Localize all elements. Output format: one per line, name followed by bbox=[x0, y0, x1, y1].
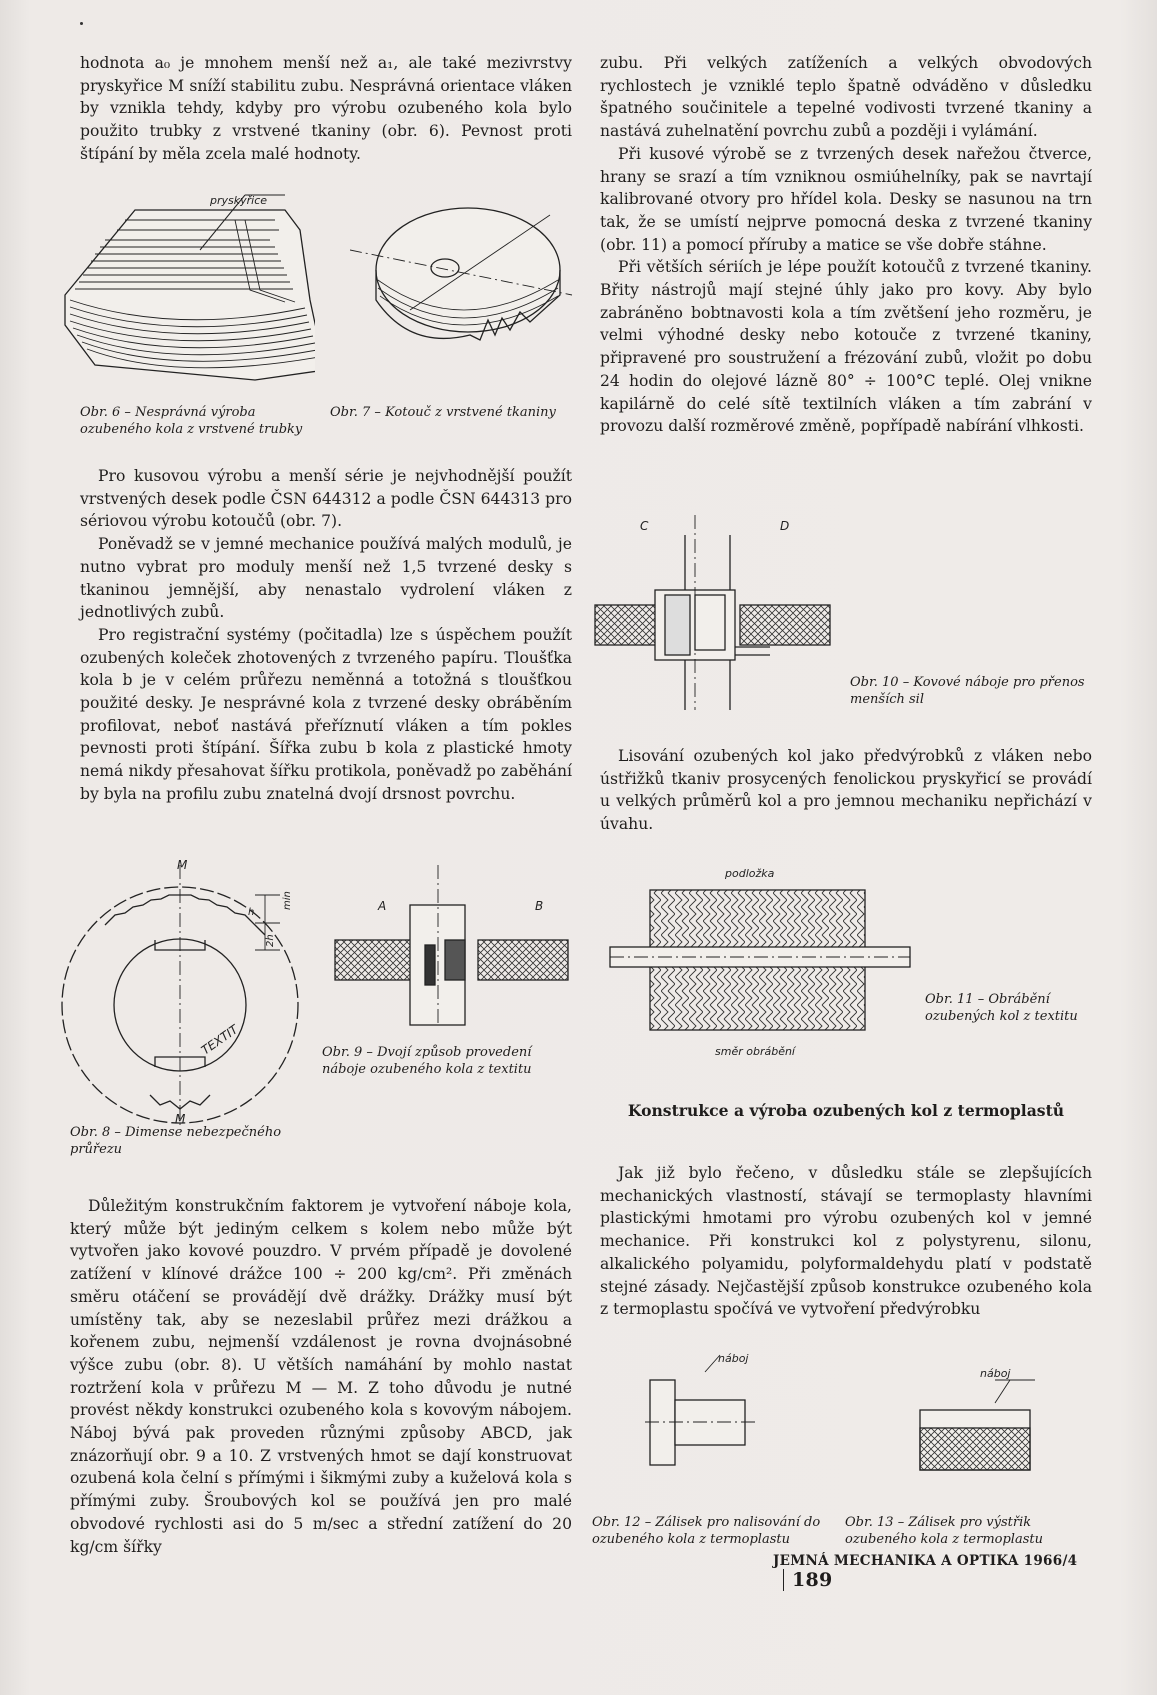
c-label: C bbox=[640, 519, 649, 533]
figure-12-caption: Obr. 12 – Zálisek pro nalisování do ozubeného kola z termoplastu bbox=[592, 1515, 821, 1547]
figure-6-caption: Obr. 6 – Nesprávná výroba ozubeného kola z vrstvené trubky bbox=[80, 405, 303, 437]
figure-6-label: pryskyřice bbox=[210, 194, 268, 207]
figure-13-insert bbox=[910, 1365, 1050, 1485]
footer-divider bbox=[783, 1569, 784, 1591]
paragraph: Pro registrační systémy (počitadla) lze s úspěchem použít ozubených koleček zhotovených z tvrzeného papíru. Tloušťka kola b je v celém průřezu neměnná a totožná s tloušťkou použité desky. Je nesprávné kola z tvrzené desky obráběním profilovat, neboť nastává přeříznutí vláken a tím pokles pevnosti proti štípání. Šířka zubu b kola z plastické hmoty nemá nikdy přesahovat šířku protikola, poněvadž po zaběhání by byla na profilu zubu znatelná dvojí drsnost povrchu. bbox=[80, 625, 572, 803]
figure-8-dangerous-section bbox=[55, 855, 315, 1125]
figure-7-laminated-disc bbox=[350, 200, 580, 390]
figure-10-metal-hubs bbox=[590, 515, 850, 715]
paragraph: Pro kusovou výrobu a menší série je nejvhodnější použít vrstvených desek podle ČSN 644312 a podle ČSN 644313 pro sériovou výrobu kotoučů (obr. 7). bbox=[80, 467, 572, 531]
figure-10-caption: Obr. 10 – Kovové náboje pro přenos menších sil bbox=[850, 675, 1085, 707]
right-paras-1-3 bbox=[600, 52, 1092, 438]
figure-11-machining bbox=[605, 865, 915, 1060]
figure-6-laminated-tube bbox=[55, 190, 315, 395]
left-para-5 bbox=[70, 1195, 572, 1558]
textit-label: TEXTIT bbox=[198, 1022, 241, 1058]
d-label: D bbox=[780, 519, 790, 533]
figure-9-caption: Obr. 9 – Dvojí způsob provedení náboje ozubeného kola z textitu bbox=[322, 1045, 532, 1077]
paragraph: Poněvadž se v jemné mechanice používá malých modulů, je nutno vybrat pro moduly menší než 1,5 tvrzené desky s tkaninou jemnější, aby nenastalo vydrolení vláken z jednotlivých zubů. bbox=[80, 535, 572, 622]
paragraph: zubu. Při velkých zatíženích a velkých obvodových rychlostech je vzniklé teplo špatně odváděno v důsledku špatného součinitele a tepelné vodivosti tvrzené tkaniny a nastává zuhelnatění povrchu zubů a později i vylámání. bbox=[600, 54, 1092, 141]
figure-9-hub-variants bbox=[330, 865, 575, 1035]
section-heading: Konstrukce a výroba ozubených kol z termoplastů bbox=[627, 1101, 1065, 1120]
m-bottom-label: M bbox=[175, 1112, 186, 1125]
naboj-label-12: náboj bbox=[718, 1352, 749, 1365]
journal-name: JEMNÁ MECHANIKA A OPTIKA 1966/4 bbox=[773, 1553, 1078, 1569]
left-paras-2-4 bbox=[80, 465, 572, 806]
a-label: A bbox=[378, 899, 387, 913]
paragraph: Při kusové výrobě se z tvrzených desek nařežou čtverce, hrany se srazí a tím vzniknou osmiúhelníky, pak se navrtají kalibrované otvory pro hřídel kola. Desky se nasunou na trn tak, že se umístí nejprve pomocná deska z tvrzené tkaniny (obr. 11) a pomocí příruby a matice se vše dobře stáhne. bbox=[600, 144, 1092, 254]
figure-8-caption: Obr. 8 – Dimense nebezpečného průřezu bbox=[70, 1125, 282, 1157]
page-footer bbox=[773, 1553, 1083, 1591]
figure-13-caption: Obr. 13 – Zálisek pro výstřik ozubeného kola z termoplastu bbox=[845, 1515, 1043, 1547]
left-para-1 bbox=[80, 52, 572, 166]
podlozka-label: podložka bbox=[725, 867, 775, 880]
b-label: B bbox=[535, 899, 544, 913]
h-label: h bbox=[248, 907, 255, 918]
two-h-label: 2h bbox=[265, 934, 276, 947]
figure-11-caption: Obr. 11 – Obrábění ozubených kol z textitu bbox=[925, 992, 1078, 1024]
paragraph: Důležitým konstrukčním faktorem je vytvoření náboje kola, který může být jediným celkem s kolem nebo může být vytvořen jako kovové pouzdro. V prvém případě je dovolené zatížení v klínové drážce 100 ÷ 200 kg/cm². Při změnách směru otáčení se provádějí dvě drážky. Drážky musí být umístěny tak, aby se nezeslabil průřez mezi drážkou a kořenem zubu, nejmenší vzdálenost je rovna dvojnásobné výšce zubu (obr. 8). U větších namáhání by mohlo nastat roztržení kola v průřezu M — M. Z toho důvodu je nutné provést někdy konstrukci ozubeného kola s kovovým nábojem. Náboj bývá pak proveden různými způsoby ABCD, jak znázorňují obr. 9 a 10. Z vrstvených hmot se dají konstruovat ozubená kola čelní s přímými i šikmými zuby a kuželová kola s přímými zuby. Šroubových kol se používá jen pro malé obvodové rychlosti asi do 5 m/sec a střední zatížení do 20 kg/cm šířky bbox=[70, 1197, 572, 1556]
margin-mark bbox=[80, 22, 83, 25]
direction-label: směr obrábění bbox=[715, 1045, 795, 1058]
right-para-4 bbox=[600, 745, 1092, 836]
paragraph: Jak již bylo řečeno, v důsledku stále se zlepšujících mechanických vlastností, stávají se termoplasty hlavními plastickými hmotami pro výrobu ozubených kol v jemné mechanice. Při konstrukci kol z polystyrenu, silonu, alkalického polyamidu, polyformaldehydu platí v podstatě stejné zásady. Nejčastější způsob konstrukce ozubeného kola z termoplastu spočívá ve vytvoření předvýrobku bbox=[600, 1164, 1092, 1319]
m-top-label: M bbox=[177, 858, 188, 872]
figure-7-caption: Obr. 7 – Kotouč z vrstvené tkaniny bbox=[330, 405, 556, 420]
paragraph: hodnota a₀ je mnohem menší než a₁, ale také mezivrstvy pryskyřice M sníží stabilitu zubu. Nesprávná orientace vláken by vznikla tehdy, kdyby pro výrobu ozubeného kola bylo použito trubky z vrstvené tkaniny (obr. 6). Pevnost proti štípání by měla zcela malé hodnoty. bbox=[80, 54, 572, 163]
min-label: min bbox=[282, 891, 293, 910]
naboj-label-13: náboj bbox=[980, 1367, 1011, 1380]
page-number: 189 bbox=[792, 1569, 833, 1591]
paragraph: Lisování ozubených kol jako předvýrobků z vláken nebo ústřižků tkaniv prosycených fenolickou pryskyřicí se provádí u velkých průměrů kol a pro jemnou mechaniku nepřichází v úvahu. bbox=[600, 747, 1092, 834]
paragraph: Při větších sériích je lépe použít kotoučů z tvrzené tkaniny. Břity nástrojů mají stejné úhly jako pro kovy. Aby bylo zabráněno bobtnavosti kola a tím zvětšení jeho rozměru, je velmi výhodné desky nebo kotouče z tvrzené tkaniny, připravené pro soustružení a frézování zubů, vložit po dobu 24 hodin do olejové lázně 80° ÷ 100°C teplé. Olej vnikne kapilárně do celé sítě textilních vláken a tím zabrání v provozu další rozměrové změně, popřípadě nabírání vlhkosti. bbox=[600, 258, 1092, 436]
right-para-5 bbox=[600, 1162, 1092, 1321]
figure-12-insert bbox=[640, 1350, 780, 1470]
